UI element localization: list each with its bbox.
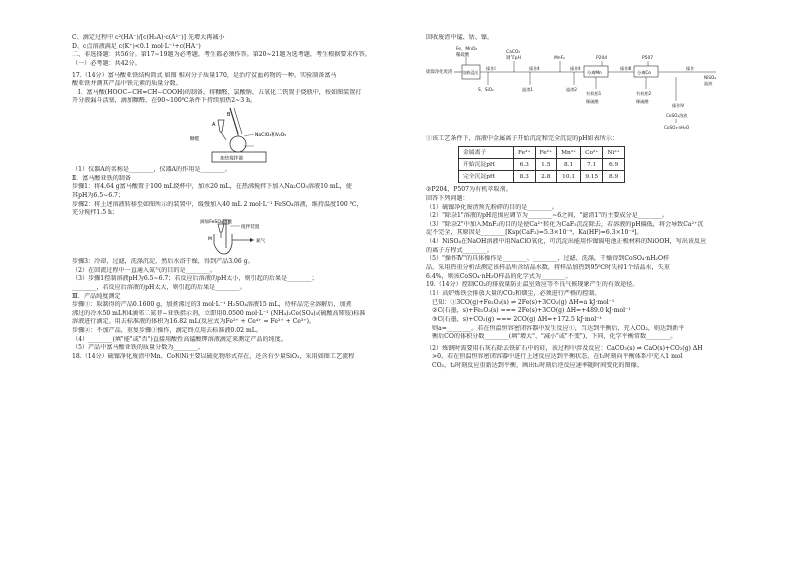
text-line: 步骤2：将上述溶液转移至如图所示的装置中，缓慢加入40 mL 2 mol·L⁻¹ FeSO₄溶液，维持温度100 ℃，: [72, 200, 363, 208]
question-18-stem: 18.（14分）硫镍净化废渣中Mn、Co和Ni主要以硫化物形式存在，还含有少量SiO₂，采用如图工艺流程: [72, 353, 355, 361]
feed-label: 硫镍净化废渣: [426, 69, 453, 75]
reagent-p204: P204: [596, 55, 608, 61]
text-line: 步骤1：将4.64 g富马酸置于100 mL烧杯中，加水20 mL，在热沸搅拌下加入Na₂CO₃溶液10 mL，使: [72, 183, 352, 191]
label-n2: 氮气: [256, 238, 266, 244]
text-line: ②P204、P507为有机萃取剂。: [426, 186, 512, 194]
flowchart-diagram: [426, 43, 726, 135]
reagent-acid: 稀硫酸: [456, 52, 470, 58]
reagent-p507: P507: [642, 55, 654, 61]
product-coso4-nh2o: CoSO₄·nH₂O: [664, 124, 690, 130]
text-line: ②C(石墨，s)+Fe₂O₃(s) === 2Fe(s)+3CO(g) ΔH=+489.0 kJ·mol⁻¹: [432, 307, 631, 315]
right-column: [426, 34, 726, 371]
op-2: 操作Ⅱ: [529, 65, 540, 71]
table-header: Fe²⁺: [535, 147, 557, 159]
table-cell: 6.9: [603, 159, 624, 171]
process-flowchart: [426, 43, 726, 135]
filtrate: 滤液: [704, 80, 713, 86]
op-3: 操作Ⅲ: [620, 65, 632, 71]
label-furfural: 糠醛: [190, 137, 200, 143]
table-cell: 9.15: [581, 171, 603, 183]
table-cell: 10.1: [557, 171, 581, 183]
table-cell: 8.3: [514, 171, 536, 183]
op-right: 操作: [686, 65, 695, 71]
table-header: Ni²⁺: [603, 147, 624, 159]
question-17-stem: 17.（14分）富马酸亚铁结构简式 如图 相对分子质量170，是治疗贫血药物的一种。实验制备富马: [72, 71, 337, 79]
text-line: CO₂，t₂时刻反应重新达到平衡，画出t₁时刻后逆反应速率随时间变化的图像。: [432, 362, 643, 370]
text-line: 已知：①3CO(g)+Fe₂O₃(s) ⇌ 2Fe(s)+3CO₂(g) ΔH=a kJ·mol⁻¹: [432, 298, 615, 306]
text-line: 步骤②：不加产品，重复步骤①操作，滴定终点用去标准液0.02 mL。: [72, 327, 262, 335]
box-sep-mn: 分离Mn: [587, 69, 602, 75]
apparatus-figure-1: [72, 106, 392, 166]
organic-2: 有机相2: [636, 90, 652, 96]
table-cell: 开始沉淀pH: [459, 159, 514, 171]
text-line: （1）仪器A的名称是________，仪器A的作用是________。: [72, 166, 231, 174]
text-line: 二、非选择题：共56分。第17~19题为必考题，考生都必须作答。第20~21题为选考题，考生根据要求作答。: [72, 51, 371, 59]
niso4: NiSO₄: [704, 74, 716, 80]
text-line: >0。若在恒温恒容密闭容器中进行上述反应达到平衡状态，在t₁时刻向平衡体系中充入1 mol: [432, 353, 683, 361]
op-4: 操作Ⅳ: [672, 102, 685, 108]
text-line: Ⅱ．富马酸亚铁的制备: [72, 174, 131, 182]
text-line: （2）"除杂1"溶液的pH范围应调节为________~6之间，"滤渣1"的主要成分是________。: [426, 212, 669, 220]
text-line: （2）炼钢时需要用石灰石除去铁矿石中的硅，该过程中涉及反应：CaCO₃(s) ⇌ CaO(s)+CO₂(g) ΔH: [426, 344, 703, 352]
text-line: （一）必考题：共42分。: [72, 59, 141, 67]
text-line: 溶液进行滴定。用去标准液的体积为16.82 mL(反应式为Fe²⁺ + Ce⁴⁺ = Fe³⁺ + Ce³⁺)。: [72, 318, 316, 326]
op-1: 操作Ⅰ: [486, 65, 496, 71]
text-line: 衡后CO的体积分数________(填"增大"、"减小"或"不变")，下同，化学平衡常数________。: [432, 333, 677, 341]
text-line: （4）________(填"能"或"否")直接用酸性高锰酸钾溶液滴定来测定产品的纯度。: [72, 335, 287, 343]
text-line: （3）步骤1控制溶液pH为6.5~6.7；若反应后溶液的pH太小，则引起的后果是________；: [72, 275, 318, 283]
residue-s-sio2: S、SiO₂: [478, 86, 494, 92]
text-line: ①该工艺条件下，溶液中金属离子开始沉淀和完全沉淀的pH如表所示：: [426, 134, 619, 142]
label-reagent: NaClO₃和V₂O₅: [255, 133, 287, 139]
text-line: 6.4%，则该CoSO₄·nH₂O样品的化学式为________。: [426, 272, 572, 280]
text-line: 步骤3：冷却，过滤，洗涤沉淀，然后水浴干燥，得到产品3.06 g。: [72, 257, 254, 265]
table-cell: 2.8: [535, 171, 557, 183]
label-b: B: [227, 112, 231, 119]
left-column: [72, 34, 392, 362]
residue-1: 滤渣1: [522, 86, 534, 92]
text-line: 的离子方程式________。: [426, 246, 494, 254]
reagent-caco3: CaCO₃: [506, 49, 521, 55]
text-line: 酸亚铁并测其产品中铁元素的质量分数。: [72, 80, 182, 88]
table-cell: 完全沉淀pH: [459, 171, 514, 183]
text-line: （4）NiSO₄在NaOH溶液中用NaClO氧化，可沉淀出能用作镍镉电池正极材料的NiOOH，写出该反应: [426, 238, 707, 246]
text-line: 充分搅拌1.5 h；: [72, 209, 119, 217]
text-line: （3）"除杂2"中加入MnF₂的目的是使Ca²⁺转化为CaF₂沉淀除去，若溶液的pH偏低，将会导致Ca²⁺沉: [426, 220, 704, 228]
label-m: M: [208, 236, 212, 242]
section-heading: Ⅲ．产品纯度测定: [72, 292, 121, 300]
label-stirrer: 搅拌装置: [241, 224, 260, 230]
table-cell: 1.5: [535, 159, 557, 171]
text-line: 开分液漏斗活塞，滴加糠醛，在90~100℃条件下持续加热2~3 h。: [72, 97, 257, 105]
table-cell: 6.3: [514, 159, 536, 171]
residue-2: 滤渣2: [566, 86, 578, 92]
table-header: Fe³⁺: [514, 147, 536, 159]
text-line: （5）"操作Ⅳ"的具体操作是________、________、过滤、洗涤，干燥得到CoSO₄·nH₂O样: [426, 255, 670, 263]
text-line: ________，若反应后溶液的pH太大，则引起的后果是________。: [72, 283, 246, 291]
label-a: A: [212, 122, 216, 129]
text-line: ③C(石墨，s)+CO₂(g) === 2CO(g) ΔH=+172.5 kJ·mol⁻¹: [432, 315, 602, 323]
text-line: 回收废渣中锰、钴、镍。: [426, 34, 494, 41]
reagent-fe-mno2: Fe、MnO₂: [456, 46, 478, 52]
table-cell: 8.1: [557, 159, 581, 171]
label-heater: 加热搅拌器: [220, 156, 243, 162]
apparatus-diagram-2: [72, 218, 392, 258]
table-cell: 7.1: [581, 159, 603, 171]
text-line: 其pH为6.5~6.7；: [72, 192, 124, 200]
text-line: D、c点溶液满足 c(K⁺)<0.1 mol·L⁻¹+c(HA⁻): [72, 42, 201, 50]
text-line: （1）硫镍净化废渣预先粉碎的目的是________。: [426, 203, 558, 211]
table-header: Mn²⁺: [557, 147, 581, 159]
text-line: （5）产品中富马酸亚铁的质量分数为________。: [72, 344, 204, 352]
text-line: （1）高炉炼铁会排放大量的CO₂和烟尘，必须进行严格的控制。: [426, 289, 601, 297]
reagent-mnf2: MnF₂: [554, 55, 565, 61]
box-sep-co: 分离Co: [637, 69, 651, 75]
organic-1: 有机相1: [586, 90, 602, 96]
table-header: Co²⁺: [581, 147, 603, 159]
acid-2: 稀硫酸: [586, 98, 599, 104]
text-line: 则a=________。若在恒温恒容密闭容器中发生反应①，当达到平衡后，充入CO₂，则达到新平: [432, 324, 685, 332]
text-line: 步骤①：取制得的产品0.1600 g，加煮沸过的3 mol·L⁻¹ H₂SO₄溶液15 mL，待样品完全溶解后，加煮: [72, 301, 352, 309]
box-leach: 加热浸出: [463, 69, 479, 75]
apparatus-figure-2: [72, 218, 392, 258]
text-line: Ⅰ．富马酸(HOOC−CH=CH−COOH)的制备。将糠醛、氯酸钠、五氧化二钒置于烧瓶中，按如图装置打: [78, 88, 362, 96]
table-cell: 8.9: [603, 171, 624, 183]
reagent-adjust-ph: 调节pH: [506, 55, 521, 61]
apparatus-diagram-1: [72, 106, 392, 166]
table-row: [459, 159, 625, 171]
question-19-stem: 19.（14分）控制CO₂的排放量防止温室效应等不良气候现象产生的有效途径。: [426, 281, 639, 289]
op-2b: 操作Ⅱ: [570, 65, 581, 71]
table-header: 金属离子: [459, 147, 514, 159]
label-feso4: 滴加FeSO₄溶液: [200, 219, 232, 225]
text-line: 回答下列问题：: [426, 194, 469, 202]
text-line: 沸过的冷水50 mL和4滴邻二氮菲−亚铁指示剂，立即用0.0500 mol·L⁻¹ (NH₄)₂Ce(SO₄)₃(硫酸高铈铵)标准: [72, 309, 366, 317]
text-line: 淀不完全，其原因是________[Ksp(CaF₂)=5.3×10⁻⁹，Ka(HF)=6.3×10⁻⁴]。: [426, 229, 643, 237]
product-coso4: CoSO₄溶液: [666, 112, 688, 118]
table-row: [459, 171, 625, 183]
text-line: C、滴定过程中 c²(HA⁻)/[c(H₂A)·c(A²⁻)] 先增大再减小: [72, 34, 225, 41]
text-line: （2）在回流过程中一直通入氮气的目的是________。: [72, 266, 217, 274]
table-row: [459, 147, 625, 159]
text-line: 品，采用热重分析法测定该样品所含结晶水数，将样品加热到95℃时失掉1个结晶水，失重: [426, 264, 670, 272]
acid-3: 稀硫酸: [636, 98, 649, 104]
ion-ph-table: [458, 146, 625, 183]
